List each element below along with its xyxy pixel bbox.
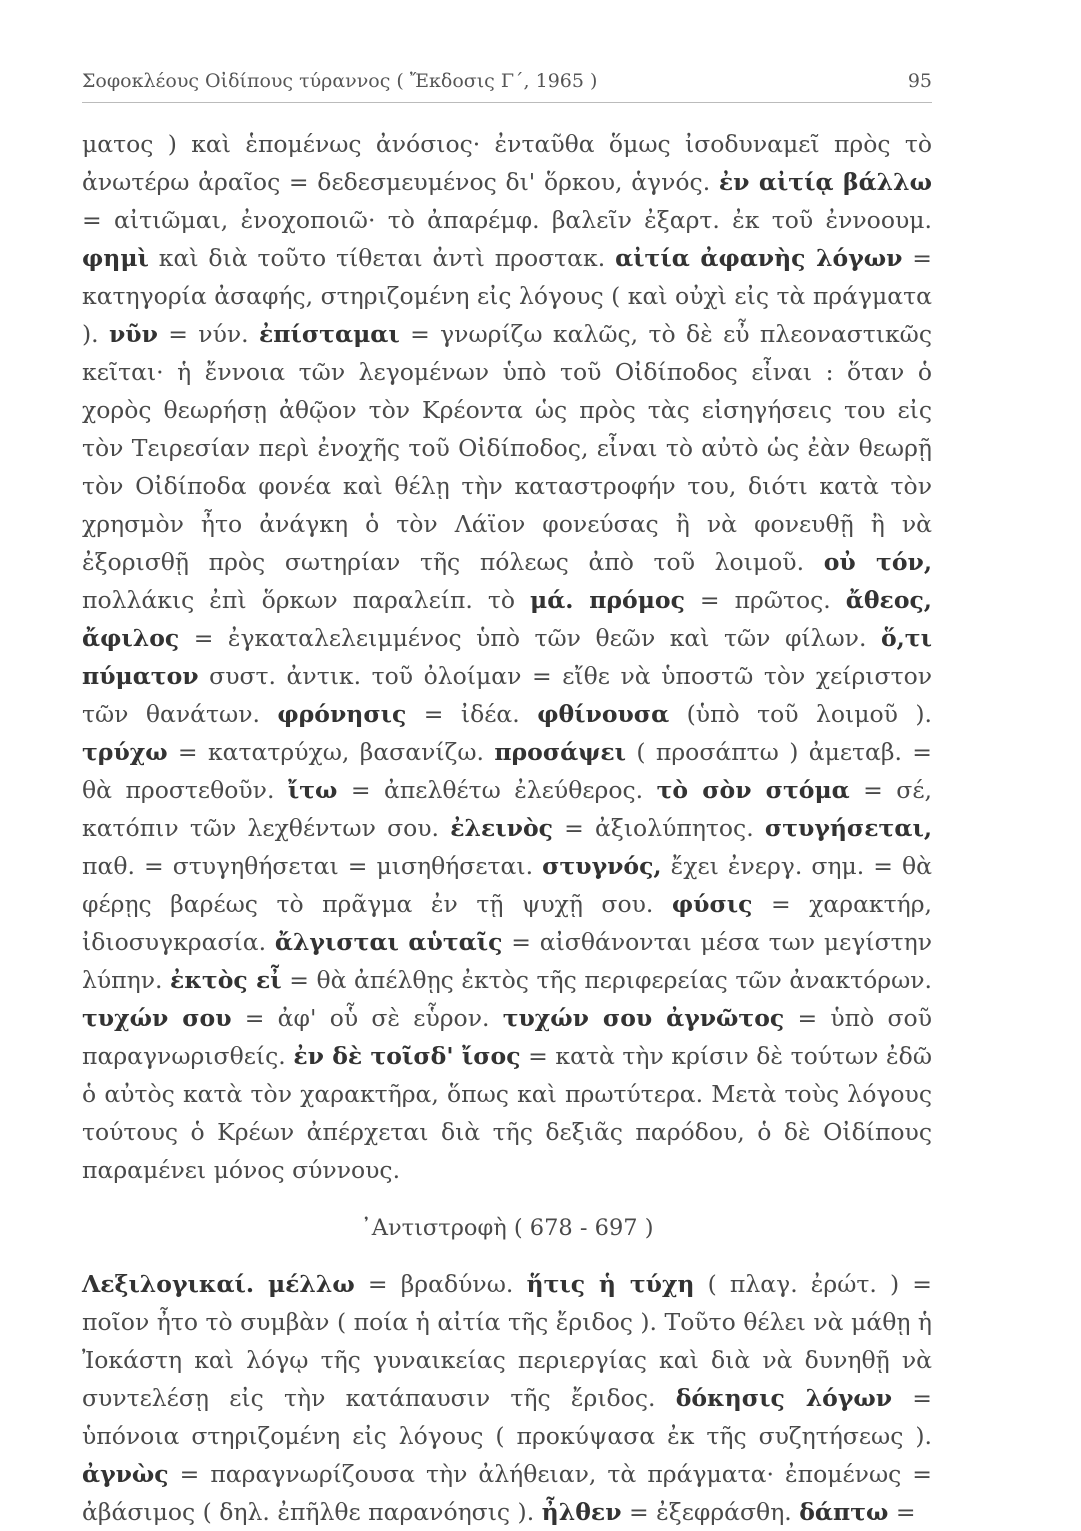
gloss-text: = ἀπελθέτω ἐλεύθερος. [337, 776, 657, 804]
gloss-text: = κατατρύχω, βασανίζω. [167, 738, 495, 766]
page-body [82, 125, 932, 1531]
gloss-text: = ἀξιολύπητος. [552, 814, 765, 842]
gloss-text: = σέ, κατόπιν τῶν λεχθέντων σου. [82, 776, 932, 842]
vocabulary-paragraph [82, 1265, 932, 1531]
lemma-term: ἄλγισται αὑταῖς [274, 928, 503, 956]
lemma-term: τυχών σου ἀγνῶτος [502, 1004, 785, 1032]
lemma-term: ἐν αἰτίᾳ βάλλω [718, 168, 932, 196]
lemma-term: αἰτία ἀφανὴς λόγων [615, 244, 903, 272]
gloss-text: = αἰτιῶμαι, ἐνοχοποιῶ· τὸ ἀπαρέμφ. βαλεῖν ἐξαρτ. ἐκ τοῦ ἐννοουμ. [82, 206, 932, 234]
running-header [82, 70, 932, 103]
commentary-paragraph [82, 125, 932, 1189]
lemma-term: ἀγνὼς [82, 1460, 169, 1488]
gloss-text: παθ. = στυγηθήσεται = μισηθήσεται. [82, 852, 543, 880]
lemma-term: ἦλθεν [541, 1498, 622, 1526]
gloss-text: καὶ διὰ τοῦτο τίθεται ἀντὶ προστακ. [148, 244, 616, 272]
lemma-term: προσάψει [494, 738, 627, 766]
gloss-text: = ἰδέα. [406, 700, 538, 728]
gloss-text: = πρῶτος. [684, 586, 846, 614]
lemma-term: ἄθεος, ἄφιλος [82, 586, 932, 652]
gloss-text: ματος ) καὶ ἑπομένως ἀνόσιος· ἐνταῦθα ὅμως ἰσοδυναμεῖ πρὸς τὸ ἀνωτέρω ἀραῖος = δεδεσμευμένος δι' ὅρκου, ἁγνός. [82, 130, 932, 196]
lemma-term: ἐν δὲ τοῖσδ' ἴσος [293, 1042, 521, 1070]
lemma-term: οὐ τόν, [823, 548, 933, 576]
gloss-text: = βραδύνω. [354, 1270, 527, 1298]
gloss-text: = ἐξεφράσθη. [621, 1498, 800, 1526]
lemma-term: ὅ,τι πύματον [82, 624, 932, 690]
gloss-text: = κατὰ τὴν κρίσιν δὲ τούτων ἐδῶ ὁ αὐτὸς κατὰ τὸν χαρακτῆρα, ὅπως καὶ πρωτύτερα. Μετὰ τοὺς λόγους τούτους ὁ Κρέων ἀπέρχεται διὰ τῆς δεξιᾶς παρόδου, ὁ δὲ Οἰδίπους παραμένει μόνος σύννους. [82, 1042, 932, 1184]
gloss-text: = ὑπὸ σοῦ παραγνωρισθείς. [82, 1004, 932, 1070]
lemma-term: φθίνουσα [537, 700, 670, 728]
gloss-text: = ὑπόνοια στηριζομένη εἰς λόγους ( προκύψασα ἐκ τῆς συζητήσεως ). [82, 1384, 932, 1450]
lemma-term: φύσις [671, 890, 753, 918]
gloss-text: συστ. ἀντικ. τοῦ ὀλοίμαν = εἴθε νὰ ὑποστῶ τὸν χείριστον τῶν θανάτων. [82, 662, 932, 728]
page-number: 95 [907, 70, 932, 92]
gloss-text: = παραγνωρίζουσα τὴν ἀλήθειαν, τὰ πράγματα· ἐπομένως = ἀβάσιμος ( δηλ. ἐπῆλθε παρανόησις ). [82, 1460, 932, 1526]
lemma-term: ἐλεινὸς [450, 814, 553, 842]
lemma-term: ἐκτὸς εἶ [170, 966, 282, 994]
gloss-text: = αἰσθάνονται μέσα των μεγίστην λύπην. [82, 928, 932, 994]
lemma-term: Λεξιλογικαί. μέλλω [82, 1270, 355, 1298]
gloss-text: (ὑπὸ τοῦ λοιμοῦ ). [669, 700, 932, 728]
lemma-term: μά. πρόμος [530, 586, 685, 614]
lemma-term: ἥτις ἡ τύχη [526, 1270, 695, 1298]
gloss-text: ἔχει ἐνεργ. σημ. = θὰ φέρῃς βαρέως τὸ πρᾶγμα ἐν τῇ ψυχῇ σου. [82, 852, 932, 918]
gloss-text: = γνωρίζω καλῶς, τὸ δὲ εὖ πλεοναστικῶς κεῖται· ἡ ἔννοια τῶν λεγομένων ὑπὸ τοῦ Οἰδίποδος εἶναι : ὅταν ὁ χορὸς θεωρήσῃ ἀθῷον τὸν Κρέοντα ὡς πρὸς τὰς εἰσηγήσεις του εἰς τὸν Τειρεσίαν περὶ ἐνοχῆς τοῦ Οἰδίποδος, εἶναι τὸ αὐτὸ ὡς ἐὰν θεωρῇ τὸν Οἰδίποδα φονέα καὶ θέλῃ τὴν καταστροφήν του, διότι κατὰ τὸν χρησμὸν ἦτο ἀνάγκη ὁ τὸν Λάϊον φονεύσας ἢ νὰ φονευθῇ ἢ νὰ ἐξορισθῇ πρὸς σωτηρίαν τῆς πόλεως ἀπὸ τοῦ λοιμοῦ. [82, 320, 933, 576]
lemma-term: δόκησις λόγων [675, 1384, 893, 1412]
running-title: Σοφοκλέους Οἰδίπους τύραννος ( Ἔκδοσις Γ΄, 1965 ) [82, 70, 598, 92]
lemma-term: τρύχω [82, 738, 168, 766]
lemma-term: δάπτω [799, 1498, 889, 1526]
lemma-term: τὸ σὸν στόμα [656, 776, 850, 804]
section-heading: ᾿Αντιστροφὴ ( 678 - 697 ) [360, 1215, 654, 1241]
gloss-text: = ἐγκαταλελειμμένος ὑπὸ τῶν θεῶν καὶ τῶν φίλων. [179, 624, 881, 652]
gloss-text: = χαρακτήρ, ἰδιοσυγκρασία. [82, 890, 932, 956]
lemma-term: φρόνησις [277, 700, 407, 728]
lemma-term: στυγνός, [542, 852, 662, 880]
gloss-text: = νύν. [157, 320, 259, 348]
gloss-text: ( πλαγ. ἐρώτ. ) = ποῖον ἦτο τὸ συμβὰν ( ποία ἡ αἰτία τῆς ἔριδος ). Τοῦτο θέλει νὰ μάθῃ ἡ Ἰοκάστη καὶ λόγῳ τῆς γυναικείας περιεργίας καὶ διὰ νὰ δυνηθῇ νὰ συντελέσῃ εἰς τὴν κατάπαυσιν τῆς ἔριδος. [82, 1270, 932, 1412]
gloss-text: = [888, 1498, 916, 1526]
gloss-text: ( προσάπτω ) ἀμεταβ. = θὰ προστεθοῦν. [82, 738, 932, 804]
lemma-term: στυγήσεται, [764, 814, 932, 842]
lemma-term: φημὶ [82, 244, 149, 272]
gloss-text: = κατηγορία ἀσαφής, στηριζομένη εἰς λόγους ( καὶ οὐχὶ εἰς τὰ πράγματα ). [82, 244, 932, 348]
gloss-text: πολλάκις ἐπὶ ὅρκων παραλείπ. τὸ [82, 586, 531, 614]
lemma-term: ἴτω [287, 776, 338, 804]
gloss-text: = θὰ ἀπέλθῃς ἐκτὸς τῆς περιφερείας τῶν ἀνακτόρων. [281, 966, 932, 994]
lemma-term: νῦν [109, 320, 158, 348]
lemma-term: τυχών σου [82, 1004, 232, 1032]
lemma-term: ἐπίσταμαι [259, 320, 400, 348]
gloss-text: = ἀφ' οὗ σὲ εὗρον. [231, 1004, 503, 1032]
